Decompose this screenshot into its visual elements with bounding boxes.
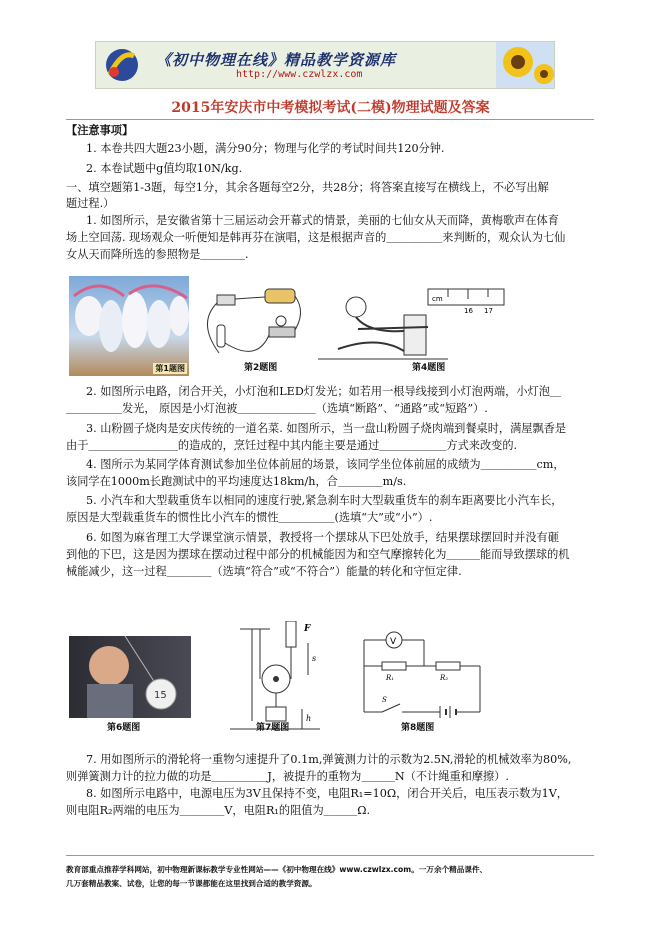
question-1: 1. 如图所示，是安徽省第十三届运动会开幕式的情景，美丽的七仙女从天而降，黄梅歌声在体育 (86, 214, 559, 227)
question-6: 到他的下巴，这是因为摆球在摆动过程中部分的机械能因为和空气摩擦转化为＿＿＿能而导致摆球的机 (66, 548, 570, 561)
figure-8-caption: 第8题图 (401, 723, 435, 733)
question-8: 8. 如图所示电路中，电源电压为3V且保持不变，电阻R₁=10Ω，闭合开关后，电压表示数为1V， (86, 787, 568, 800)
banner-title: 《初中物理在线》精品教学资源库 (156, 51, 397, 69)
figure-6-photo (69, 636, 191, 718)
figure-1-caption: 第1题图 (155, 364, 185, 373)
question-8: 则电阻R₂两端的电压为＿＿＿＿V，电阻R₁的阻值为＿＿＿Ω. (66, 804, 371, 817)
sunflower-icon (496, 42, 554, 88)
question-5: 5. 小汽车和大型载重货车以相同的速度行驶,紧急刹车时大型载重货车的刹车距离要比小汽车长， (86, 494, 563, 507)
resistor-r2-label: R₂ (440, 674, 449, 682)
figure-8-circuit-diagram (360, 630, 486, 722)
section-instructions: 题过程.） (66, 197, 115, 210)
height-h-label: h (306, 714, 312, 723)
figure-6-caption: 第6题图 (107, 723, 141, 733)
pendulum-ball-label: 15 (154, 690, 167, 701)
question-5: 原因是大型载重货车的惯性比小汽车的惯性＿＿＿＿＿(选填“大”或“小”）. (66, 511, 433, 524)
question-1: 女从天而降所选的参照物是＿＿＿＿. (66, 248, 249, 261)
switch-label: S (382, 696, 387, 704)
distance-s-label: s (312, 654, 317, 663)
question-7: 7. 用如图所示的滑轮将一重物匀速提升了0.1m,弹簧测力计的示数为2.5N,滑轮的机械效率为80%, (86, 753, 572, 766)
force-label: F (304, 624, 311, 634)
footer-text: 教育部重点推荐学科网站，初中物理新课标教学专业性网站——《初中物理在线》www.czwlzx.com。一万余个精品课件、 (66, 865, 488, 874)
figure-7-caption: 第7题图 (256, 723, 290, 733)
document-title: 2015年安庆市中考模拟考试(二模)物理试题及答案 (171, 100, 490, 116)
figure-1-photo (69, 276, 189, 376)
voltmeter-label: V (390, 637, 397, 647)
banner-url: http://www.czwlzx.com (236, 69, 363, 80)
question-6: 6. 如图为麻省理工大学课堂演示情景，教授将一个摆球从下巴处放手，结果摆球摆回时并没有砸 (86, 531, 559, 544)
question-6: 械能减少，这一过程＿＿＿＿（选填“符合”或“不符合”）能量的转化和守恒定律. (66, 565, 462, 578)
section-instructions: 一、填空题第1-3题，每空1分，其余各题每空2分，共28分；将答案直接写在横线上，不必写出解 (66, 181, 549, 194)
question-4: 4. 图所示为某同学体育测试参加坐位体前屈的场景，该同学坐位体前屈的成绩为＿＿＿＿＿cm， (86, 458, 565, 471)
title-divider (66, 119, 594, 120)
question-3: 3. 山粉圆子烧肉是安庆传统的一道名菜. 如图所示，当一盘山粉圆子烧肉端到餐桌时，满屋飘香是 (86, 422, 567, 435)
figure-7-pulley-diagram (230, 621, 330, 733)
site-banner (95, 41, 555, 89)
question-7: 则弹簧测力计的拉力做的功是＿＿＿＿＿J，被提升的重物为＿＿＿N（不计绳重和摩擦）. (66, 770, 509, 783)
resistor-r1-label: R₁ (386, 674, 395, 682)
notes-header: 【注意事项】 (66, 124, 134, 137)
question-3: 由于＿＿＿＿＿＿＿＿的造成的，烹饪过程中其内能主要是通过＿＿＿＿＿＿方式来改变的. (66, 439, 518, 452)
footer-divider (66, 855, 594, 856)
figure-2-circuit-diagram (197, 283, 309, 363)
question-2: ＿＿＿＿＿发光， 原因是小灯泡被＿＿＿＿＿＿＿（选填“断路”、“通路”或“短路”）. (66, 402, 488, 415)
figure-4-sit-and-reach (318, 279, 508, 369)
question-4: 该同学在1000m长跑测试中的平均速度达18km/h，合＿＿＿＿m/s. (66, 475, 407, 488)
question-1: 场上空回荡. 现场观众一听便知是韩再芬在演唱，这是根据声音的＿＿＿＿＿来判断的，观众认为七仙 (66, 231, 566, 244)
ruler-tick-label: 17 (484, 307, 493, 315)
note-line: 2. 本卷试题中g值均取10N/kg. (86, 162, 243, 175)
ruler-tick-label: 16 (464, 307, 473, 315)
question-2: 2. 如图所示电路，闭合开关，小灯泡和LED灯发光；如若用一根导线接到小灯泡两端，小灯泡＿ (86, 385, 562, 398)
note-line: 1. 本卷共四大题23小题，满分90分；物理与化学的考试时间共120分钟. (86, 142, 445, 155)
footer-text: 几万套精品教案、试卷，让您的每一节课都能在这里找到合适的教学资源。 (66, 879, 317, 888)
site-logo-icon (102, 46, 142, 84)
figure-4-caption: 第4题图 (412, 363, 446, 373)
ruler-unit-label: cm (432, 295, 443, 303)
figure-2-caption: 第2题图 (244, 363, 278, 373)
